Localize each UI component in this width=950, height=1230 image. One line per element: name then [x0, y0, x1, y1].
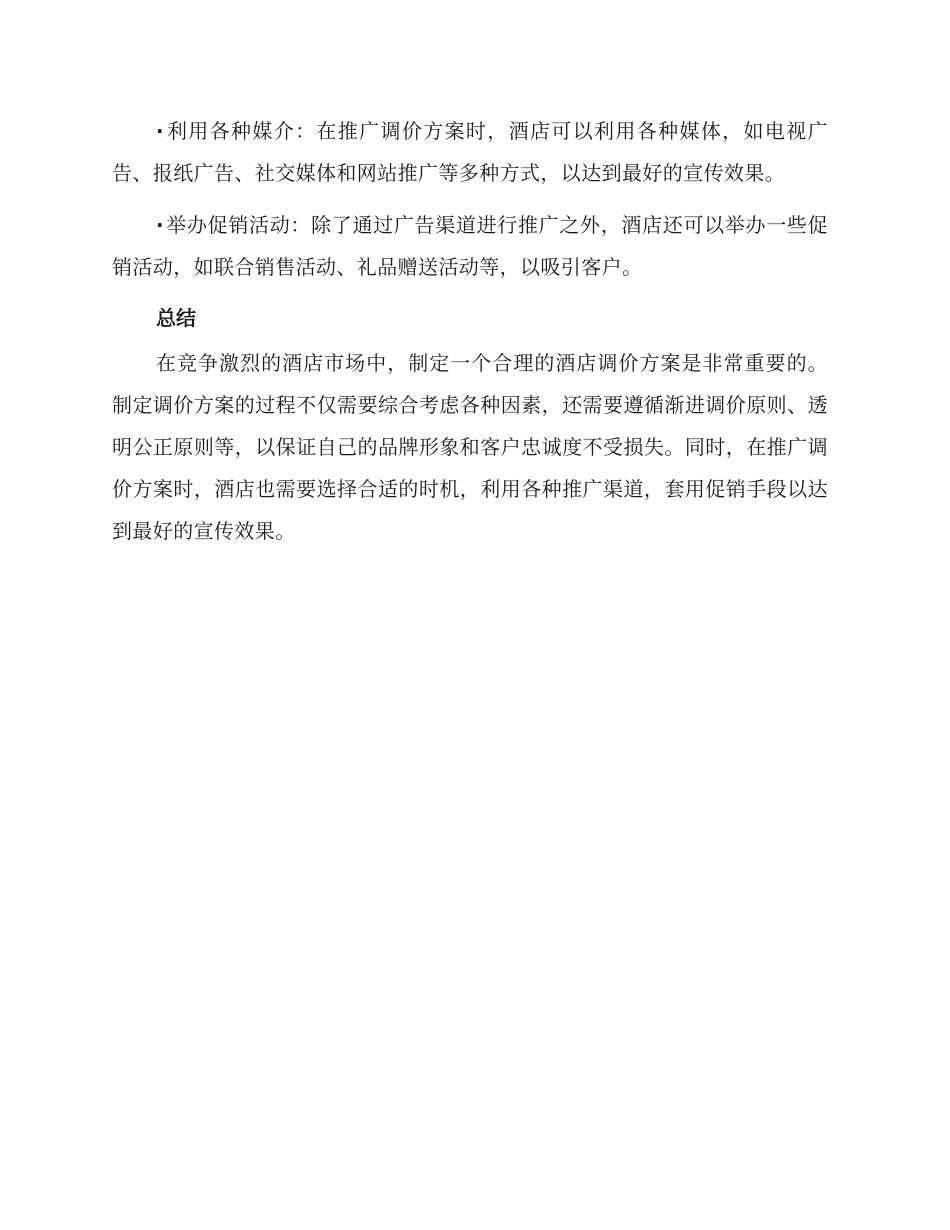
section-heading-summary: 总结 [156, 306, 196, 330]
bullet-marker: · [156, 119, 164, 143]
bullet-marker: · [156, 213, 164, 237]
document-page [112, 110, 828, 552]
bullet-text: 举办促销活动：除了通过广告渠道进行推广之外，酒店还可以举办一些促销活动，如联合销售活动、礼品赠送活动等，以吸引客户。 [112, 213, 828, 279]
bullet-paragraph-media [112, 110, 828, 194]
bullet-text: 利用各种媒介：在推广调价方案时，酒店可以利用各种媒体，如电视广告、报纸广告、社交媒体和网站推广等多种方式，以达到最好的宣传效果。 [112, 119, 828, 185]
bullet-paragraph-promotions [112, 204, 828, 288]
summary-paragraph: 在竞争激烈的酒店市场中，制定一个合理的酒店调价方案是非常重要的。制定调价方案的过程不仅需要综合考虑各种因素，还需要遵循渐进调价原则、透明公正原则等，以保证自己的品牌形象和客户忠诚度不受损失。同时，在推广调价方案时，酒店也需要选择合适的时机，利用各种推广渠道，套用促销手段以达到最好的宣传效果。 [112, 351, 828, 543]
